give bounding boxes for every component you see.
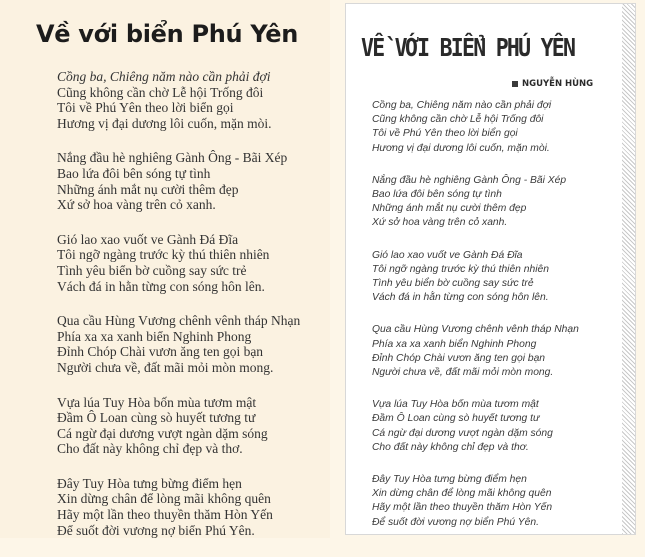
poem-line: Xứ sở hoa vàng trên cỏ xanh. bbox=[372, 217, 508, 229]
poem-line: Người chưa về, đất mãi mỏi mòn mong. bbox=[372, 367, 554, 379]
poem-line: Cũng không cần chờ Lễ hội Trống đôi bbox=[372, 114, 544, 126]
left-stanza bbox=[57, 395, 327, 457]
poem-line: Phía xa xa xanh biển Nghinh Phong bbox=[57, 328, 252, 344]
poem-line: Gió lao xao vuốt ve Gành Đá Đĩa bbox=[372, 249, 523, 261]
left-stanza bbox=[57, 476, 327, 538]
poem-line: Cho đất này không chỉ đẹp và thơ. bbox=[57, 441, 243, 457]
poem-line: Vựa lúa Tuy Hòa bốn mùa tươm mật bbox=[57, 394, 257, 410]
poem-line: Để suốt đời vương nợ biển Phú Yên. bbox=[57, 522, 255, 538]
poem-line: Những ánh mắt nụ cười thêm đẹp bbox=[57, 181, 239, 197]
right-poem-card bbox=[345, 3, 636, 535]
poem-line: Qua cầu Hùng Vương chênh vênh tháp Nhạn bbox=[57, 313, 301, 329]
poem-line: Đầm Ô Loan cùng sò huyết tương tư bbox=[372, 413, 540, 425]
right-poem-title: VỀ VỚI BIỂN PHÚ YÊN bbox=[361, 33, 575, 62]
poem-line: Bao lứa đôi bên sóng tự tình bbox=[57, 165, 211, 181]
poem-line: Hương vị đại dương lôi cuốn, mặn mòi. bbox=[57, 115, 272, 131]
left-stanza bbox=[57, 313, 327, 375]
poem-line: Gió lao xao vuốt ve Gành Đá Đĩa bbox=[57, 231, 239, 247]
left-stanza bbox=[57, 232, 327, 294]
poem-line: Vựa lúa Tuy Hòa bốn mùa tươm mật bbox=[372, 399, 539, 411]
poem-line: Tôi ngỡ ngàng trước kỳ thú thiên nhiên bbox=[57, 247, 270, 263]
left-poem-title: Về với biển Phú Yên bbox=[36, 20, 299, 48]
poem-line: Người chưa về, đất mãi mỏi mòn mong. bbox=[57, 359, 274, 375]
poem-line: Xin dừng chân để lòng mãi không quên bbox=[57, 491, 271, 507]
poem-line: Đỉnh Chóp Chài vươn ăng ten gọi bạn bbox=[372, 352, 546, 364]
left-stanza bbox=[57, 150, 327, 212]
author-name: NGUYỄN HÙNG bbox=[522, 79, 594, 89]
right-stanza bbox=[372, 249, 612, 306]
poem-line: Để suốt đời vương nợ biển Phú Yên. bbox=[372, 516, 539, 528]
poem-line: Hãy một lần theo thuyền thăm Hòn Yến bbox=[372, 502, 553, 514]
author-byline bbox=[512, 79, 593, 89]
poem-line: Tôi ngỡ ngàng trước kỳ thú thiên nhiên bbox=[372, 263, 549, 275]
right-poem-body bbox=[372, 99, 612, 548]
poem-line: Hãy một lần theo thuyền thăm Hòn Yến bbox=[57, 507, 273, 523]
poem-line: Nắng đầu hè nghiêng Gành Ông - Bãi Xép bbox=[372, 174, 567, 186]
left-poem-panel bbox=[0, 0, 330, 538]
right-stanza bbox=[372, 398, 612, 455]
poem-line: Qua cầu Hùng Vương chênh vênh tháp Nhạn bbox=[372, 324, 579, 336]
poem-line: Cho đất này không chỉ đẹp và thơ. bbox=[372, 441, 529, 453]
poem-line: Xin dừng chân để lòng mãi không quên bbox=[372, 488, 552, 500]
poem-line: Đây Tuy Hòa tưng bừng điểm hẹn bbox=[372, 474, 527, 486]
poem-line: Vách đá in hằn từng con sóng hôn lên. bbox=[372, 292, 549, 304]
right-stanza bbox=[372, 174, 612, 231]
poem-line: Cá ngừ đại dương vượt ngàn dặm sóng bbox=[372, 427, 553, 439]
square-bullet-icon bbox=[512, 81, 518, 87]
poem-line: Vách đá in hằn từng con sóng hôn lên. bbox=[57, 278, 265, 294]
left-poem-body bbox=[57, 69, 327, 557]
poem-line: Phía xa xa xanh biển Nghinh Phong bbox=[372, 338, 537, 350]
poem-line: Cá ngừ đại dương vượt ngàn dặm sóng bbox=[57, 425, 268, 441]
poem-line: Những ánh mắt nụ cười thêm đẹp bbox=[372, 203, 527, 215]
poem-line: Tôi về Phú Yên theo lời biển gọi bbox=[372, 128, 518, 140]
decorative-stripe bbox=[622, 4, 635, 534]
poem-line: Cồng ba, Chiêng năm nào cần phải đợi bbox=[372, 100, 552, 111]
poem-line: Đỉnh Chóp Chài vươn ăng ten gọi bạn bbox=[57, 344, 264, 360]
poem-line: Cồng ba, Chiêng năm nào cần phải đợi bbox=[57, 69, 271, 84]
right-stanza bbox=[372, 473, 612, 530]
right-stanza bbox=[372, 99, 612, 156]
poem-line: Cũng không cần chờ Lễ hội Trống đôi bbox=[57, 84, 264, 100]
poem-line: Nắng đầu hè nghiêng Gành Ông - Bãi Xép bbox=[57, 150, 288, 166]
poem-line: Tôi về Phú Yên theo lời biển gọi bbox=[57, 100, 234, 116]
right-stanza bbox=[372, 323, 612, 380]
poem-line: Đây Tuy Hòa tưng bừng điểm hẹn bbox=[57, 475, 242, 491]
left-stanza bbox=[57, 69, 327, 131]
poem-line: Hương vị đại dương lôi cuốn, mặn mòi. bbox=[372, 142, 550, 154]
poem-line: Xứ sở hoa vàng trên cỏ xanh. bbox=[57, 197, 216, 213]
poem-line: Đầm Ô Loan cùng sò huyết tương tư bbox=[57, 410, 256, 426]
poem-line: Tình yêu biển bờ cuồng say sức trẻ bbox=[57, 262, 247, 278]
poem-line: Bao lứa đôi bên sóng tự tình bbox=[372, 189, 502, 201]
poem-line: Tình yêu biển bờ cuồng say sức trẻ bbox=[372, 278, 534, 290]
